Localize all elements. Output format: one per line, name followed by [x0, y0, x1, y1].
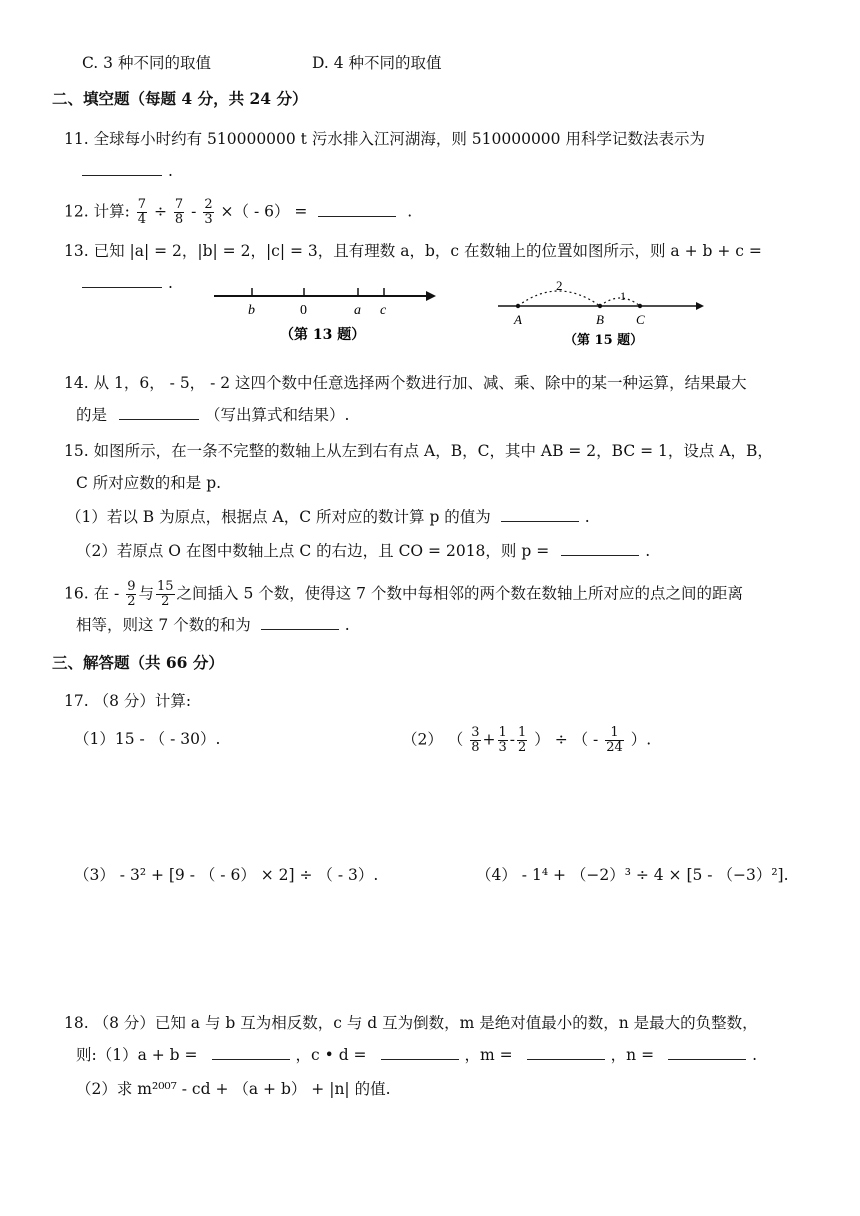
number-line-figure-13: [210, 284, 440, 348]
question-18-text: 18. （8 分）已知 a 与 b 互为相反数，c 与 d 互为倒数，m 是绝对值最小的数，n 是最大的负整数，: [64, 1014, 758, 1032]
label-c: c: [380, 303, 387, 318]
label-A: A: [514, 312, 522, 327]
question-11-text: 11. 全球每小时约有 510000000 t 污水排入江河湖海，则 510000000 用科学记数法表示为: [64, 130, 705, 148]
question-17-title: 17. （8 分）计算:: [64, 692, 192, 710]
answer-blank[interactable]: [318, 202, 396, 217]
label-0: 0: [300, 303, 307, 318]
answer-blank-n[interactable]: [668, 1045, 746, 1060]
answer-blank[interactable]: [82, 273, 162, 288]
question-14-answer-line: 的是 （写出算式和结果）.: [76, 406, 350, 424]
question-18-part-1: 则:（1）a + b = ，c • d = ，m = ，n = .: [76, 1046, 757, 1064]
question-13-answer-line: .: [76, 272, 173, 294]
section-2-title: 二、填空题（每题 4 分，共 24 分）: [52, 89, 308, 108]
fraction: $\frac{3}{8}$: [471, 725, 480, 755]
figure-caption: （第 15 题）: [564, 333, 644, 348]
label-b: b: [248, 303, 255, 318]
question-15-part-2: （2）若原点 O 在图中数轴上点 C 的右边，且 CO = 2018，则 p = .: [76, 542, 651, 560]
question-17-part-1: （1）15 - （ - 30）.: [74, 730, 221, 748]
fraction: $\frac{1}{3}$: [498, 725, 507, 755]
arrow-icon: [696, 302, 704, 310]
question-16: 16. 在 - $\frac{9}{2}$ 与 $\frac{15}{2}$ 之间插入 5 个数，使得这 7 个数中每相邻的两个数在数轴上所对应的点之间的距离: [64, 579, 743, 609]
fraction: $\frac{2}{3}$: [204, 197, 213, 227]
fraction: $\frac{15}{2}$: [156, 579, 174, 609]
arrow-icon: [426, 291, 436, 301]
question-11-answer-line: .: [76, 160, 173, 182]
fraction: $\frac{9}{2}$: [127, 579, 136, 609]
choice-d: D. 4 种不同的取值: [312, 54, 442, 72]
question-17-part-4: （4） - 1⁴ + （−2）³ ÷ 4 × [5 - （−3）²].: [476, 866, 789, 884]
arc-ab: [518, 291, 600, 306]
figure-caption: （第 13 题）: [280, 327, 366, 343]
question-12: 12. 计算: $\frac{7}{4}$ ÷ $\frac{7}{8}$ - $\frac{2}{3}$ ×（ - 6） = .: [64, 197, 413, 227]
question-15-part-1: （1）若以 B 为原点，根据点 A，C 所对应的数计算 p 的值为 .: [66, 508, 590, 526]
answer-blank-cd[interactable]: [381, 1045, 459, 1060]
question-18-part-2: （2）求 m²⁰⁰⁷ - cd + （a + b） + |n| 的值.: [76, 1080, 391, 1098]
fraction: $\frac{7}{8}$: [174, 197, 184, 227]
answer-blank[interactable]: [82, 161, 162, 176]
question-17-part-2: （2） （ $\frac{3}{8}$ + $\frac{1}{3}$ - $\frac{1}{2}$ ） ÷ （ - $\frac{1}{24}$ ）.: [402, 725, 652, 755]
answer-blank[interactable]: [501, 507, 579, 522]
answer-blank[interactable]: [261, 615, 339, 630]
fraction: $\frac{1}{24}$: [606, 725, 623, 755]
choice-c: C. 3 种不同的取值: [82, 54, 211, 72]
label-B: B: [596, 312, 604, 327]
question-13-text: 13. 已知 |a| = 2，|b| = 2，|c| = 3，且有理数 a，b，c 在数轴上的位置如图所示，则 a + b + c =: [64, 242, 762, 260]
arc-label-2: 2: [556, 278, 563, 293]
number-line-figure-15: [494, 276, 710, 350]
fraction: $\frac{1}{2}$: [518, 725, 527, 755]
question-14-text: 14. 从 1，6， - 5， - 2 这四个数中任意选择两个数进行加、减、乘、除中的某一种运算，结果最大: [64, 374, 747, 392]
answer-blank-m[interactable]: [527, 1045, 605, 1060]
question-15-text: 15. 如图所示，在一条不完整的数轴上从左到右有点 A，B，C，其中 AB = 2，BC = 1，设点 A，B，: [64, 442, 773, 460]
section-3-title: 三、解答题（共 66 分）: [52, 653, 224, 672]
label-a: a: [354, 303, 361, 318]
question-17-part-3: （3） - 3² + [9 - （ - 6） × 2] ÷ （ - 3）.: [74, 866, 379, 884]
question-16-answer-line: 相等，则这 7 个数的和为 .: [76, 616, 350, 634]
answer-blank[interactable]: [119, 405, 199, 420]
answer-blank-ab[interactable]: [212, 1045, 290, 1060]
label-C: C: [636, 312, 645, 327]
fraction: $\frac{7}{4}$: [137, 197, 147, 227]
answer-blank[interactable]: [561, 541, 639, 556]
arc-label-1: 1: [620, 289, 626, 303]
question-15-text-2: C 所对应数的和是 p.: [76, 474, 222, 492]
